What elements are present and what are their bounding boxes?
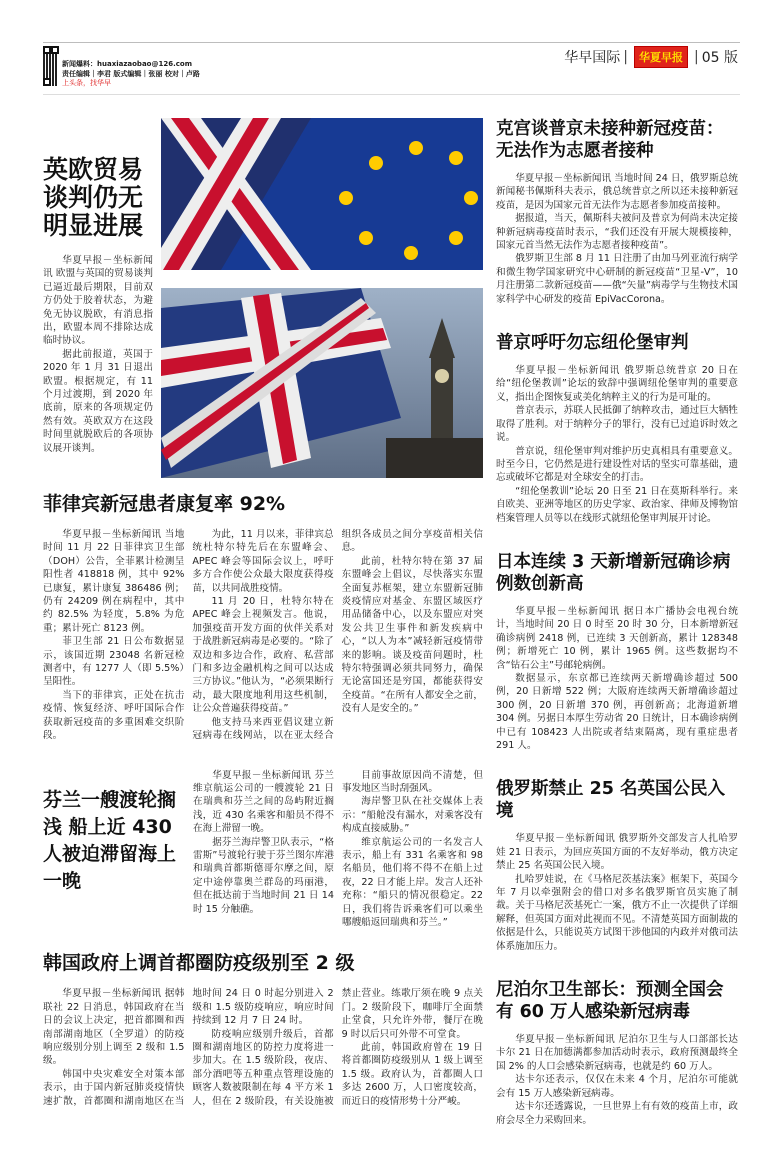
headline-nepal: 尼泊尔卫生部长：预测全国会有 60 万人感染新冠病毒 bbox=[496, 980, 724, 1023]
headline-kremlin: 克宫谈普京未接种新冠疫苗：无法作为志愿者接种 bbox=[496, 119, 724, 161]
photo-eu-uk-flags bbox=[161, 118, 483, 270]
paragraph: 韩国中央灾难安全对策本部表示，由于国内新冠肺炎疫情快速扩散，首都圈和湖南地区在当地时间 24 日 0 时起分别进入 2 级和 1.5 级防疫响应，响应时间持续到 12 月 7 日 24 时。 bbox=[43, 988, 334, 1107]
paragraph: 此前，杜特尔特在第 37 届东盟峰会上倡议，尽快落实东盟全面复苏框架，建立东盟新冠肺炎疫情应对基金、东盟区域医疗用品储备中心，以及东盟应对突发公共卫生事件和新发疾病中心，“以人为本”减轻新冠疫情带来的影响。谈及疫苗问题时，杜特尔特强调必须共同努力，确保无论富国还是穷国，都能获得安全疫苗。“在所有人都安全之前，没有人是安全的。” bbox=[341, 555, 483, 715]
paragraph: 维京航运公司的一名发言人表示，船上有 331 名乘客和 98 名船员，他们将不得不在船上过夜，22 日才能上岸。发言人还补充称：“船只的情况很稳定。22 日，我们将告诉乘客们可以乘坐哪艘船返回瑞典和芬兰。” bbox=[342, 836, 483, 928]
paragraph: 为此，11 月以来，菲律宾总统杜特尔特先后在东盟峰会、APEC 峰会等国际会议上，呼吁多方合作使公众最大限度获得疫苗，以共同战胜疫情。 bbox=[192, 529, 334, 594]
finland-section bbox=[43, 769, 483, 930]
page-number: 05 版 bbox=[701, 50, 738, 66]
paragraph: 目前事故原因尚不清楚，但事发地区当时刮强风。 bbox=[342, 769, 483, 794]
paragraph: 他支持马来西亚倡议建立新冠病毒在线网站，以在亚太经合组织各成员之间分享疫苗相关信息。 bbox=[192, 529, 483, 742]
header-info bbox=[62, 60, 200, 89]
paragraph: 华夏早报－坐标新闻讯 当地时间 24 日，俄罗斯总统新闻秘书佩斯科夫表示，俄总统普京之所以还未接种新冠疫苗，是因为国家元首无法作为志愿者参加疫苗接种。 bbox=[496, 173, 739, 211]
uk-eu-text bbox=[43, 118, 153, 478]
headline-finland: 芬兰一艘渡轮搁浅 船上近 430 人被迫滞留海上一晚 bbox=[43, 788, 177, 892]
right-column bbox=[496, 118, 738, 1153]
paragraph: 华夏早报－坐标新闻讯 欧盟与英国的贸易谈判已逼近最后期限，目前双方仍处于胶着状态，为避免无协议脱欧，有消息指出，欧盟本周不排除达成临时协议。 bbox=[43, 255, 153, 347]
article-russia-ban bbox=[496, 832, 738, 953]
editor-credits: 责任编辑｜李君 版式编辑｜张丽 校对｜卢路 bbox=[62, 69, 200, 78]
headline-nuremberg: 普京呼吁勿忘纽伦堡审判 bbox=[496, 333, 689, 354]
paragraph: “纽伦堡教训”论坛 20 日至 21 日在莫斯科举行。来自欧美、亚洲等地区的历史学家、政治家、律师及博物馆档案管理人员等以在线形式就纽伦堡审判展开讨论。 bbox=[496, 485, 738, 524]
article-nuremberg bbox=[496, 364, 738, 525]
article-uk-eu bbox=[43, 254, 153, 455]
headline-uk-eu: 英欧贸易谈判仍无明显进展 bbox=[43, 155, 144, 240]
header-bottom-rule bbox=[43, 94, 740, 95]
photo-union-jack-big-ben bbox=[161, 288, 483, 478]
article-finland bbox=[193, 769, 483, 930]
paragraph: 华夏早报－坐标新闻讯 据韩联社 22 日消息，韩国政府在当日的会议上决定，把首都圈和西南部湖南地区（全罗道）的防疫响应级别分别上调至 2 级和 1.5 级。 bbox=[43, 988, 185, 1067]
left-main-area bbox=[43, 118, 483, 1108]
paragraph: 海岸警卫队在社交媒体上表示：“船舱没有漏水，对乘客没有构成直接威胁。” bbox=[342, 796, 483, 835]
headline-russia-ban: 俄罗斯禁止 25 名英国公民入境 bbox=[496, 779, 726, 822]
paragraph: 华夏早报－坐标新闻讯 尼泊尔卫生与人口部部长达卡尔 21 日在加德满都参加活动时表示，政府预测最终全国 2% 的人口会感染新冠病毒，也就是约 60 万人。 bbox=[496, 1034, 738, 1072]
section-name: 华早国际 bbox=[564, 50, 621, 66]
paragraph: 11 月 20 日，杜特尔特在 APEC 峰会上视频发言。他说，加强疫苗开发方面的伙伴关系对于战胜新冠病毒是必要的。“除了双边和多边合作，政府、私营部门和多边金融机构之间可以达成三方协议。”他认为，“必须果断行动，最大限度地利用这些机制，让公众普遍获得疫苗。” bbox=[192, 596, 334, 715]
article-japan bbox=[496, 605, 738, 752]
article-philippines bbox=[43, 528, 483, 743]
paragraph: 据报道，当天，佩斯科夫被问及普京为何尚未决定接种新冠病毒疫苗时表示，“我们还没有开展大规模接种，国家元首当然无法作为志愿者接种疫苗”。 bbox=[496, 213, 738, 252]
qr-code bbox=[43, 46, 57, 86]
paragraph: 据此前报道，英国于 2020 年 1 月 31 日退出欧盟。根据规定，有 11 个月过渡期，到 2020 年底前，原来的各项规定仍然有效。英欧双方在这段时间里就脱欧后的各项协议展开谈判。 bbox=[43, 348, 153, 454]
paragraph: 菲卫生部 21 日公布数据显示，该国近期 23048 名新冠检测者中，有 1277 人（即 5.5%）呈阳性。 bbox=[43, 636, 185, 688]
paragraph: 当下的菲律宾，正处在抗击疫情、恢复经济、呼吁国际合作获取新冠疫苗的多重困难交织阶段。 bbox=[43, 689, 185, 742]
paragraph: 华夏早报－坐标新闻讯 据日本广播协会电视台统计，当地时间 20 日 0 时至 20 时 30 分，日本新增新冠确诊病例 2418 例，已连续 3 天创新高，累计 128348 例；新增死亡 10 例，累计 1965 例。这些数据均不含“钻石公主”号邮轮病例。 bbox=[496, 605, 738, 671]
article-kremlin bbox=[496, 172, 738, 306]
masthead: 华早国际 | 华夏早报 | 05 版 bbox=[564, 46, 738, 68]
paragraph: 达卡尔还透露说，一旦世界上有有效的疫苗上市，政府会尽全力采购回来。 bbox=[496, 1101, 738, 1126]
article-nepal bbox=[496, 1033, 738, 1127]
paragraph: 普京说，纽伦堡审判对维护历史真相具有重要意义。时至今日，它仍然是进行建设性对话的坚实可靠基础，遗忘或破坏它都是对全球安全的打击。 bbox=[496, 445, 738, 484]
union-jack-big-ben-image bbox=[161, 288, 483, 478]
paragraph: 数据显示，东京都已连续两天新增确诊超过 500 例，20 日新增 522 例；大阪府连续两天新增确诊超过 300 例，20 日新增 370 例，再创新高；北海道新增 304 例。另据日本厚生劳动省 20 日统计，日本确诊病例中已有 108423 人出院或者结束隔离，现有重症患者 291 人。 bbox=[496, 672, 738, 751]
paragraph: 达卡尔还表示，仅仅在未来 4 个月，尼泊尔可能就会有 15 万人感染新冠病毒。 bbox=[496, 1074, 738, 1099]
paragraph: 华夏早报－坐标新闻讯 芬兰维京航运公司的一艘渡轮 21 日在瑞典和芬兰之间的岛屿附近搁浅，近 430 名乘客和船员不得不在海上滞留一晚。 bbox=[193, 769, 334, 835]
paragraph: 据芬兰海岸警卫队表示，“格雷斯”号渡轮行驶于芬兰图尔库港和瑞典首都斯德哥尔摩之间，原定中途停靠奥兰群岛的玛丽港，但在抵达前于当地时间 21 日 14 时 15 分触礁。 bbox=[193, 836, 334, 915]
paragraph: 普京表示，苏联人民抵御了纳粹攻击，通过巨大牺牲取得了胜利。对于纳粹分子的罪行，没有已过追诉时效之说。 bbox=[496, 405, 738, 444]
paragraph: 此前，韩国政府曾在 19 日将首都圈防疫级别从 1 级上调至 1.5 级。政府认为，首都圈人口多达 2600 万，人口密度较高，而近日的疫情形势十分严峻。 bbox=[341, 1042, 483, 1107]
paragraph: 华夏早报－坐标新闻讯 当地时间 11 月 22 日菲律宾卫生部（DOH）公告，全菲累计检测呈阳性者 418818 例，其中 92% 已康复，累计康复 386486 例；仍有 24209 例在病程中，其中约 82.5% 为轻度，5.8% 为危重；累计死亡 8123 例。 bbox=[43, 529, 185, 634]
uk-eu-section bbox=[43, 118, 483, 478]
paragraph: 俄罗斯卫生部 8 月 11 日注册了由加马列亚流行病学和微生物学国家研究中心研制的新冠疫苗“卫星-V”，10 月注册第二款新冠疫苗——俄“矢量”病毒学与生物技术国家科学中心研发的疫苗 EpiVacCorona。 bbox=[496, 253, 738, 305]
article-korea bbox=[43, 987, 483, 1108]
paragraph: 华夏早报－坐标新闻讯 俄罗斯总统普京 20 日在给“纽伦堡教训”论坛的致辞中强调纽伦堡审判的重要意义，指出企图恢复或美化纳粹主义的行为是可耻的。 bbox=[496, 365, 738, 403]
headline-philippines: 菲律宾新冠患者康复率 92% bbox=[43, 493, 286, 515]
headline-korea: 韩国政府上调首都圈防疫级别至 2 级 bbox=[43, 952, 355, 975]
newspaper-logo: 华夏早报 bbox=[634, 46, 688, 68]
uk-eu-photos bbox=[161, 118, 483, 478]
paragraph: 防疫响应级别升级后，首都圈和湖南地区的防控力度将进一步加大。在 1.5 级阶段，夜店、部分酒吧等五种重点管理设施的顾客人数被限制在每 4 平方米 1 人，但在 2 级阶段，有关设施被禁止营业。练歌厅须在晚 9 点关门。2 级阶段下，咖啡厅全面禁止堂食，只允许外带，餐厅在晚 9 时以后只可外带不可堂食。 bbox=[192, 988, 483, 1107]
paragraph: 扎哈罗娃说，在《马格尼茨基法案》框架下，英国今年 7 月以牵强附会的借口对多名俄罗斯官员实施了制裁。关于马格尼茨基死亡一案，俄方不止一次提供了详细解释，但英国方面对此视而不见。不清楚英国方面制裁的依据是什么，只能说英方试图干涉他国的内政并对俄司法体系施加压力。 bbox=[496, 873, 738, 952]
paragraph: 华夏早报－坐标新闻讯 俄罗斯外交部发言人扎哈罗娃 21 日表示，为回应英国方面的不友好举动，俄方决定禁止 25 名英国公民入境。 bbox=[496, 833, 738, 872]
contact-email: 新闻爆料：huaxiazaobao@126.com bbox=[62, 60, 193, 68]
eu-uk-flags-image bbox=[161, 118, 483, 270]
headline-japan: 日本连续 3 天新增新冠确诊病例数创新高 bbox=[496, 551, 731, 594]
header-top-rule bbox=[43, 42, 740, 43]
slogan: 上头条，找华早 bbox=[62, 79, 111, 87]
